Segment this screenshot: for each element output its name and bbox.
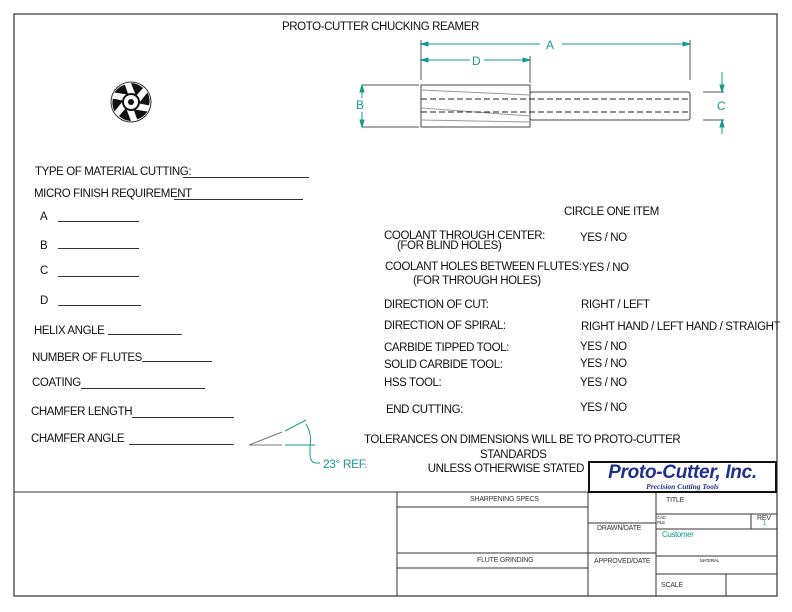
option-label: HSS TOOL:	[384, 377, 442, 389]
chamfer-angle-input[interactable]	[129, 444, 234, 445]
scale-label: SCALE	[661, 582, 683, 589]
option-label: COOLANT HOLES BETWEEN FLUTES:	[385, 261, 582, 273]
direction-of-cut-options[interactable]: RIGHT / LEFT	[581, 299, 650, 311]
logo-name: Proto-Cutter, Inc.	[608, 462, 757, 483]
dimension-a-input[interactable]	[58, 221, 139, 222]
dimension-c-label: C	[717, 99, 726, 113]
page-title: PROTO-CUTTER CHUCKING REAMER	[282, 21, 479, 33]
solid-carbide-options[interactable]: YES / NO	[580, 358, 627, 370]
dimension-c-input[interactable]	[58, 276, 139, 277]
title-label: TITLE	[666, 497, 685, 504]
chamfer-length-input[interactable]	[132, 417, 234, 418]
field-label: COATING	[32, 377, 81, 389]
tolerance-note-line1: TOLERANCES ON DIMENSIONS WILL BE TO PROTO-CUTTER	[364, 434, 681, 446]
field-label: D	[40, 295, 48, 307]
field-label: C	[40, 265, 48, 277]
reamer-end-view	[109, 82, 154, 122]
tolerance-note-line2: STANDARDS	[480, 449, 547, 461]
option-label: DIRECTION OF SPIRAL:	[384, 320, 506, 332]
field-label: A	[40, 211, 48, 223]
option-sublabel: (FOR THROUGH HOLES)	[413, 275, 541, 287]
field-label: CHAMFER LENGTH	[31, 406, 133, 418]
dimension-a-label: A	[546, 38, 554, 52]
direction-of-spiral-options[interactable]: RIGHT HAND / LEFT HAND / STRAIGHT	[581, 321, 781, 333]
helix-angle-input[interactable]	[108, 334, 182, 335]
coolant-center-options[interactable]: YES / NO	[580, 232, 627, 244]
field-label: CHAMFER ANGLE	[31, 433, 125, 445]
dimension-b-input[interactable]	[58, 248, 139, 249]
field-label: MICRO FINISH REQUIREMENT	[34, 188, 192, 200]
dimension-d-label: D	[472, 54, 481, 68]
material-cutting-input[interactable]	[183, 177, 309, 178]
option-label: DIRECTION OF CUT:	[384, 299, 489, 311]
sharpening-specs-label: SHARPENING SPECS	[470, 496, 539, 503]
approved-date-label: APPROVED/DATE	[594, 558, 651, 565]
option-sublabel: (FOR BLIND HOLES)	[397, 240, 502, 252]
coolant-flutes-options[interactable]: YES / NO	[582, 262, 629, 274]
cad-file-label: CAD FILE	[657, 515, 666, 525]
material-label: MATERIAL	[700, 558, 719, 563]
logo-tagline: Precision Cutting Tools	[646, 482, 719, 491]
chamfer-angle-sketch	[249, 420, 320, 463]
chamfer-angle-ref: 23° REF.	[323, 457, 368, 471]
field-label: NUMBER OF FLUTES	[32, 352, 142, 364]
carbide-tipped-options[interactable]: YES / NO	[580, 341, 627, 353]
rev-value: 1	[763, 521, 766, 527]
flute-grinding-field[interactable]	[398, 569, 587, 595]
tolerance-note-line3: UNLESS OTHERWISE STATED	[427, 463, 584, 475]
option-label: END CUTTING:	[386, 404, 463, 416]
circle-one-heading: CIRCLE ONE ITEM	[564, 206, 659, 218]
hss-tool-options[interactable]: YES / NO	[580, 377, 627, 389]
option-label: COOLANT THROUGH CENTER:	[384, 230, 545, 242]
option-label: SOLID CARBIDE TOOL:	[384, 359, 503, 371]
reamer-side-view	[421, 85, 690, 127]
micro-finish-input[interactable]	[174, 199, 303, 200]
field-label: TYPE OF MATERIAL CUTTING:	[35, 166, 192, 178]
company-logo	[588, 461, 777, 493]
field-label: B	[40, 240, 48, 252]
sharpening-specs-field[interactable]	[398, 508, 587, 552]
dimension-b-label: B	[356, 98, 364, 112]
number-of-flutes-input[interactable]	[142, 361, 212, 362]
option-label: CARBIDE TIPPED TOOL:	[384, 342, 509, 354]
customer-value: Customer	[662, 530, 694, 539]
end-cutting-options[interactable]: YES / NO	[580, 402, 627, 414]
field-label: HELIX ANGLE	[34, 325, 105, 337]
rev-label: REV	[757, 515, 771, 522]
drawn-date-label: DRAWN/DATE	[597, 525, 642, 532]
flute-grinding-label: FLUTE GRINDING	[477, 557, 534, 564]
dimension-d-input[interactable]	[58, 305, 141, 306]
coating-input[interactable]	[81, 388, 205, 389]
